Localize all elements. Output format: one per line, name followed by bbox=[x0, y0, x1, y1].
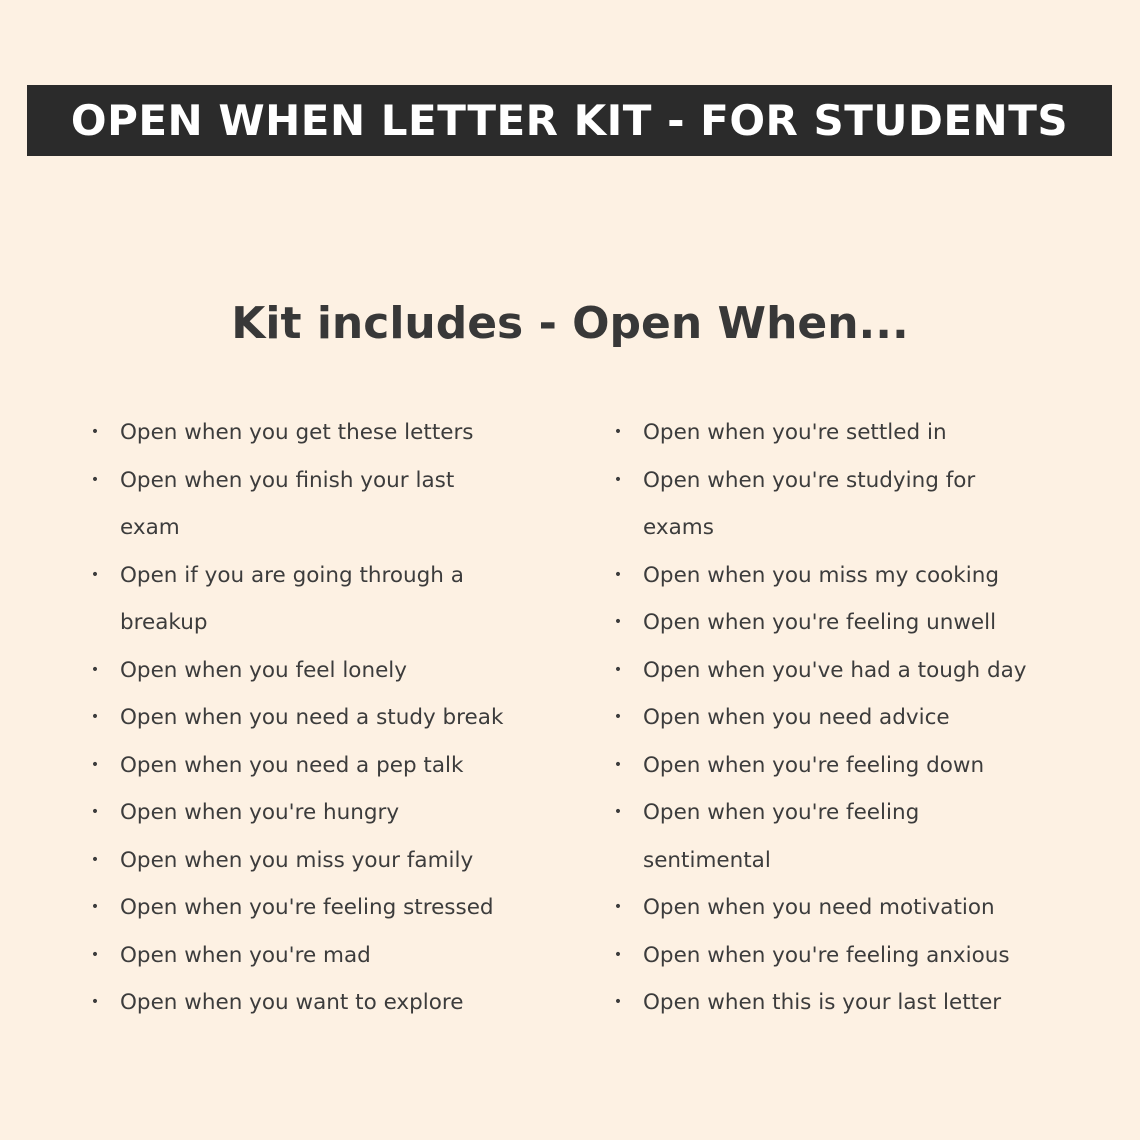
bullet-icon: • bbox=[613, 566, 623, 583]
bullet-icon: • bbox=[90, 566, 100, 583]
left-item-list bbox=[88, 409, 558, 1027]
bullet-icon: • bbox=[613, 614, 623, 630]
bullet-icon: • bbox=[613, 804, 623, 820]
bullet-icon: • bbox=[90, 661, 100, 678]
bullet-icon: • bbox=[90, 471, 100, 488]
bullet-icon: • bbox=[613, 709, 623, 725]
list-item-text: Open when you want to explore bbox=[120, 990, 464, 1015]
list-item bbox=[88, 837, 558, 885]
list-item-text: Open when you're feeling stressed bbox=[120, 895, 494, 920]
bullet-icon: • bbox=[613, 424, 623, 440]
bullet-icon: • bbox=[90, 851, 100, 868]
list-item-text: Open when you miss my cooking bbox=[643, 562, 999, 588]
list-item bbox=[88, 979, 558, 1027]
list-item-text: Open when you need a study break bbox=[120, 705, 504, 730]
bullet-icon: • bbox=[90, 709, 100, 725]
list-item bbox=[611, 457, 1033, 552]
bullet-icon: • bbox=[90, 994, 100, 1010]
list-item-text: Open when you're feeling anxious bbox=[643, 942, 1010, 968]
section-heading: Kit includes - Open When... bbox=[231, 298, 909, 349]
page-title: OPEN WHEN LETTER KIT - FOR STUDENTS bbox=[70, 96, 1069, 145]
list-item-text: Open when you're feeling unwell bbox=[643, 610, 997, 635]
bullet-icon: • bbox=[613, 994, 623, 1010]
list-item-text: Open when you're hungry bbox=[120, 800, 400, 825]
bullet-icon: • bbox=[90, 946, 100, 963]
bullet-icon: • bbox=[90, 899, 100, 915]
bullet-icon: • bbox=[90, 756, 100, 773]
list-item bbox=[611, 789, 983, 884]
bullet-icon: • bbox=[613, 661, 623, 678]
list-item bbox=[611, 599, 1071, 647]
list-item bbox=[611, 694, 1071, 742]
list-item-text: Open when you finish your last exam bbox=[120, 467, 455, 540]
bullet-icon: • bbox=[613, 471, 623, 488]
list-item-text: Open when you feel lonely bbox=[120, 657, 408, 683]
list-item-text: Open when you're studying for exams bbox=[643, 467, 976, 540]
list-item bbox=[88, 552, 490, 647]
list-item bbox=[88, 742, 558, 790]
list-item-text: Open when you need motivation bbox=[643, 895, 995, 920]
bullet-icon: • bbox=[613, 899, 623, 915]
list-item-text: Open when you get these letters bbox=[120, 420, 474, 445]
list-item bbox=[88, 789, 558, 837]
list-item bbox=[88, 694, 558, 742]
list-item bbox=[88, 884, 558, 932]
list-item-text: Open when you miss your family bbox=[120, 847, 474, 873]
list-item-text: Open when you're mad bbox=[120, 942, 371, 968]
list-item bbox=[611, 884, 1071, 932]
bullet-icon: • bbox=[613, 756, 623, 773]
list-item bbox=[611, 647, 1071, 695]
list-item-text: Open if you are going through a breakup bbox=[120, 562, 464, 635]
list-item bbox=[611, 742, 1071, 790]
list-item-text: Open when you're settled in bbox=[643, 420, 947, 445]
list-item bbox=[611, 552, 1071, 600]
list-item bbox=[88, 647, 558, 695]
right-item-list bbox=[611, 409, 1071, 1027]
bullet-icon: • bbox=[90, 424, 100, 440]
list-item bbox=[611, 979, 1071, 1027]
list-item-text: Open when you're feeling down bbox=[643, 752, 985, 778]
list-item-text: Open when you need a pep talk bbox=[120, 752, 464, 778]
list-item-text: Open when you've had a tough day bbox=[643, 657, 1027, 683]
list-item-text: Open when you need advice bbox=[643, 705, 950, 730]
list-item-text: Open when this is your last letter bbox=[643, 990, 1002, 1015]
list-item bbox=[88, 932, 558, 980]
list-item bbox=[611, 409, 1071, 457]
list-item-text: Open when you're feeling sentimental bbox=[643, 800, 920, 873]
list-item bbox=[611, 932, 1071, 980]
bullet-icon: • bbox=[613, 946, 623, 963]
list-item bbox=[88, 409, 558, 457]
list-item bbox=[88, 457, 480, 552]
bullet-icon: • bbox=[90, 804, 100, 820]
title-banner bbox=[27, 85, 1112, 156]
